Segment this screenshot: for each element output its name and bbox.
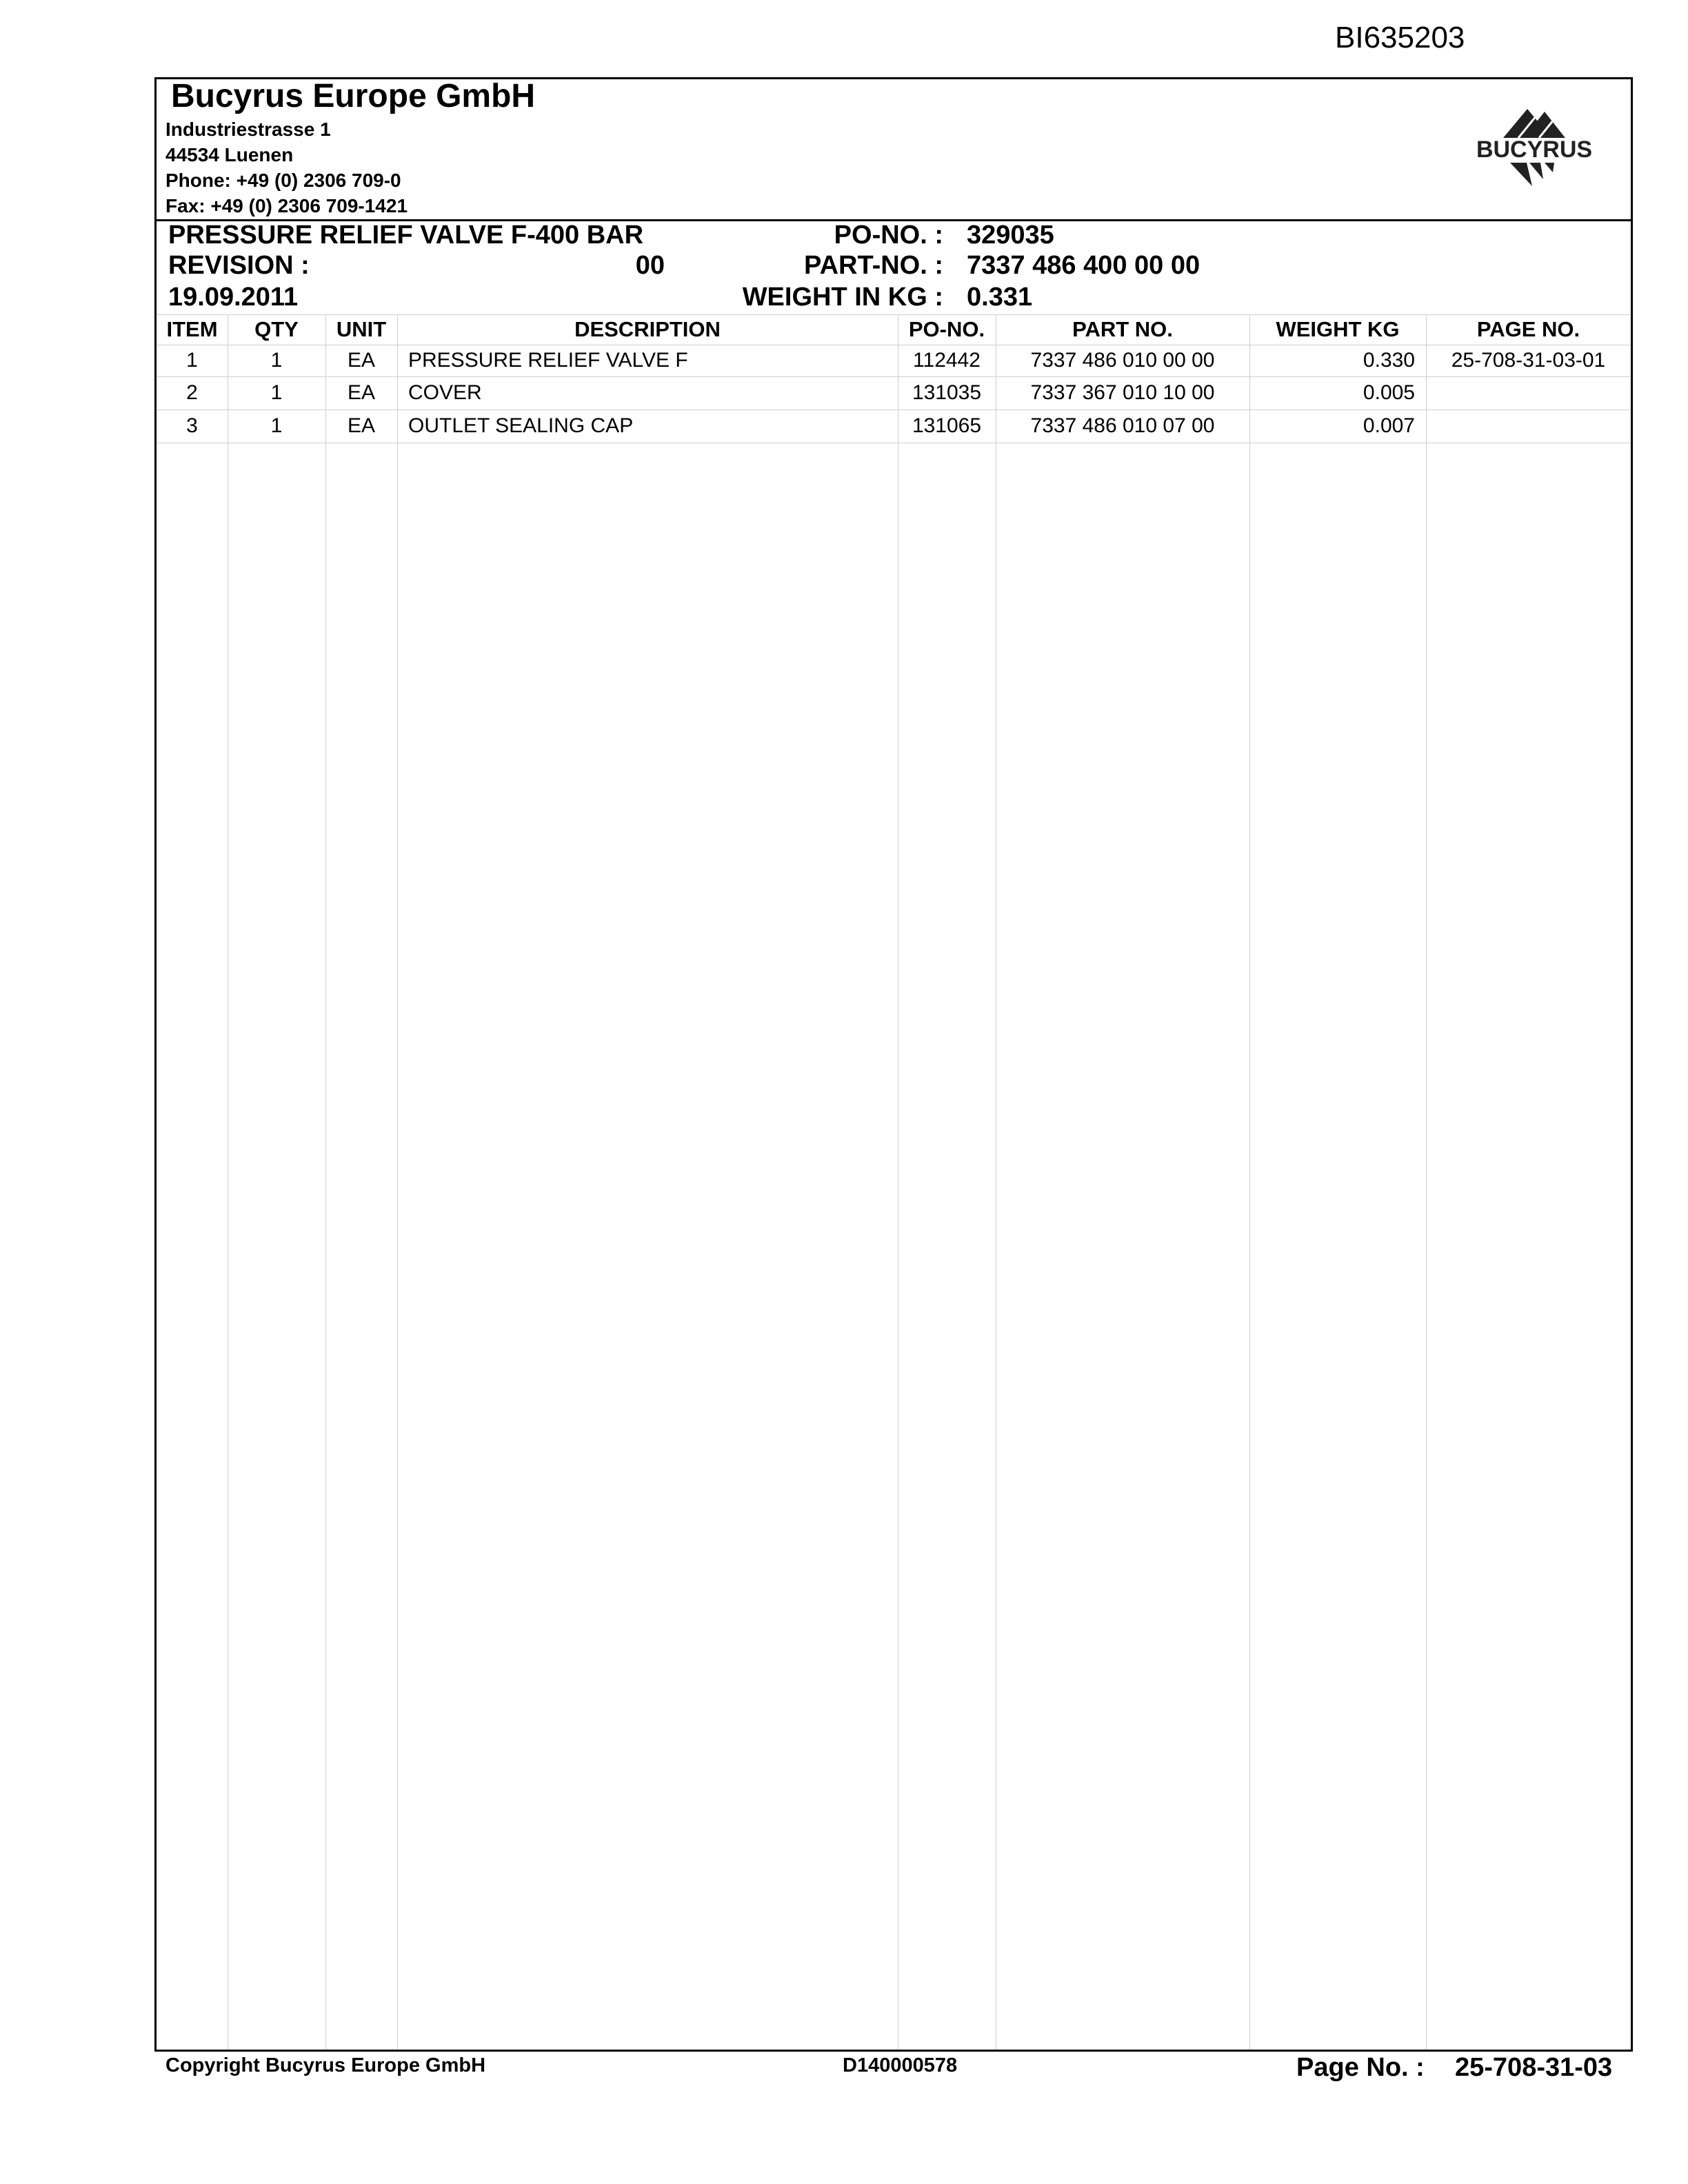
part-no-label: PART-NO. :	[804, 251, 943, 280]
weight-label: WEIGHT IN KG :	[742, 283, 943, 312]
column-divider	[325, 314, 326, 2050]
col-header-part: PART NO.	[1072, 317, 1173, 341]
cell-item: 3	[186, 414, 198, 437]
document-id: BI635203	[1335, 21, 1465, 54]
cell-page	[1426, 410, 1631, 442]
col-header-po: PO-NO.	[908, 317, 985, 341]
cell-weight: 0.007	[1363, 414, 1415, 437]
cell-part: 7337 486 010 07 00	[1030, 414, 1215, 437]
col-header-description: DESCRIPTION	[574, 317, 721, 341]
copyright-text: Copyright Bucyrus Europe GmbH	[165, 2054, 486, 2076]
cell-description: COVER	[408, 381, 482, 404]
cell-weight: 0.005	[1363, 381, 1415, 404]
cell-page	[1426, 377, 1631, 409]
cell-po: 131065	[912, 414, 982, 437]
document-code: D140000578	[843, 2054, 958, 2076]
table-top-line	[157, 314, 1631, 315]
cell-description: PRESSURE RELIEF VALVE F	[408, 349, 688, 372]
cell-unit: EA	[347, 381, 376, 404]
company-name: Bucyrus Europe GmbH	[171, 78, 536, 114]
bucyrus-logo	[1455, 103, 1614, 193]
cell-qty: 1	[270, 414, 283, 437]
cell-item: 1	[186, 349, 198, 372]
cell-description: OUTLET SEALING CAP	[408, 414, 634, 437]
cell-item: 2	[186, 381, 198, 404]
revision-value: 00	[635, 251, 665, 280]
company-street: Industriestrasse 1	[165, 119, 331, 140]
cell-part: 7337 486 010 00 00	[1030, 349, 1215, 372]
weight-value: 0.331	[967, 283, 1033, 312]
cell-po: 112442	[913, 349, 981, 372]
po-label: PO-NO. :	[834, 221, 943, 250]
cell-qty: 1	[270, 381, 283, 404]
col-header-item: ITEM	[166, 317, 218, 341]
po-value: 329035	[967, 221, 1054, 250]
cell-unit: EA	[347, 414, 376, 437]
cell-weight: 0.330	[1363, 349, 1415, 372]
page-number-label: Page No. :	[1296, 2053, 1425, 2082]
revision-label: REVISION :	[168, 251, 310, 280]
logo-text: BUCYRUS	[1476, 136, 1593, 163]
cell-qty: 1	[270, 349, 283, 372]
page-number-value: 25-708-31-03	[1455, 2053, 1613, 2082]
column-divider	[397, 314, 398, 2050]
cell-page: 25-708-31-03-01	[1451, 349, 1606, 372]
cell-part: 7337 367 010 10 00	[1030, 381, 1215, 404]
column-divider	[1249, 314, 1250, 2050]
col-header-qty: QTY	[254, 317, 299, 341]
cell-unit: EA	[347, 349, 376, 372]
company-city: 44534 Luenen	[165, 144, 294, 165]
column-divider	[1426, 314, 1427, 2050]
col-header-weight: WEIGHT KG	[1276, 317, 1400, 341]
part-no-value: 7337 486 400 00 00	[967, 251, 1200, 280]
cell-po: 131035	[912, 381, 982, 404]
col-header-unit: UNIT	[336, 317, 387, 341]
company-fax: Fax: +49 (0) 2306 709-1421	[165, 195, 408, 216]
company-phone: Phone: +49 (0) 2306 709-0	[165, 170, 401, 191]
document-date: 19.09.2011	[168, 283, 299, 312]
part-title: PRESSURE RELIEF VALVE F-400 BAR	[168, 221, 644, 250]
col-header-page: PAGE NO.	[1476, 317, 1580, 341]
